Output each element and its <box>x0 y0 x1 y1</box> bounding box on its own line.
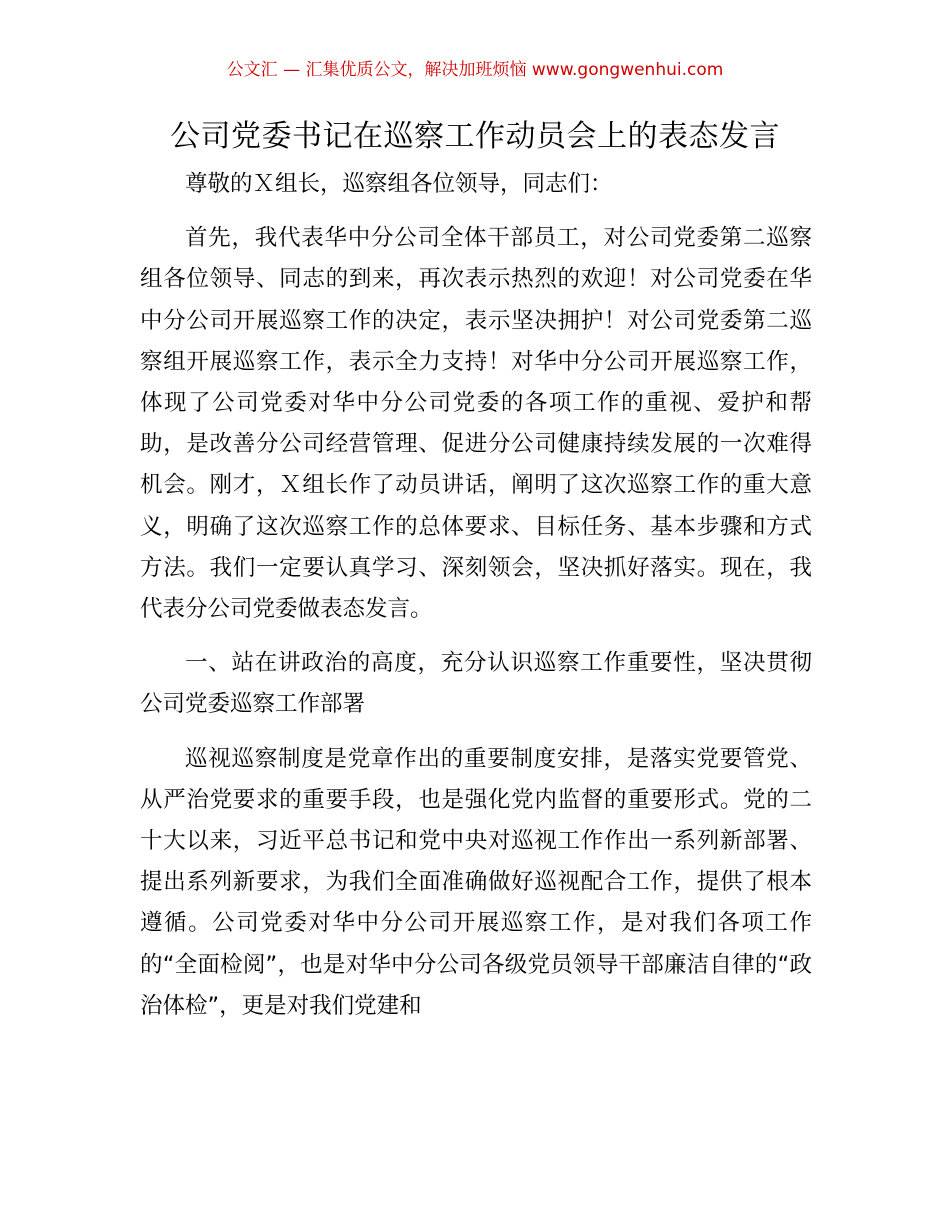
section-heading-1: 一、站在讲政治的高度，充分认识巡察工作重要性，坚决贯彻公司党委巡察工作部署 <box>140 650 812 718</box>
watermark-header: 公文汇 — 汇集优质公文，解决加班烦恼 www.gongwenhui.com <box>226 60 724 80</box>
document-body <box>140 164 812 1040</box>
document-title: 公司党委书记在巡察工作动员会上的表态发言 <box>170 119 780 154</box>
paragraph-opening: 首先，我代表华中分公司全体干部员工，对公司党委第二巡察组各位领导、同志的到来，再次表示热烈的欢迎！对公司党委在华中分公司开展巡察工作的决定，表示坚决拥护！对公司党委第二巡察组开展巡察工作，表示全力支持！对华中分公司开展巡察工作，体现了公司党委对华中分公司党委的各项工作的重视、爱护和帮助，是改善分公司经营管理、促进分公司健康持续发展的一次难得机会。刚才，Ｘ组长作了动员讲话，阐明了这次巡察工作的重大意义，明确了这次巡察工作的总体要求、目标任务、基本步骤和方式方法。我们一定要认真学习、深刻领会，坚决抓好落实。现在，我代表分公司党委做表态发言。 <box>140 225 812 623</box>
paragraph-section-1: 巡视巡察制度是党章作出的重要制度安排，是落实党要管党、从严治党要求的重要手段，也是强化党内监督的重要形式。党的二十大以来，习近平总书记和党中央对巡视工作作出一系列新部署、提出系列新要求，为我们全面准确做好巡视配合工作，提供了根本遵循。公司党委对华中分公司开展巡察工作，是对我们各项工作的“全面检阅”，也是对华中分公司各级党员领导干部廉洁自律的“政治体检”，更是对我们党建和 <box>140 745 812 1019</box>
paragraph-salutation: 尊敬的Ｘ组长，巡察组各位领导，同志们： <box>185 171 613 197</box>
